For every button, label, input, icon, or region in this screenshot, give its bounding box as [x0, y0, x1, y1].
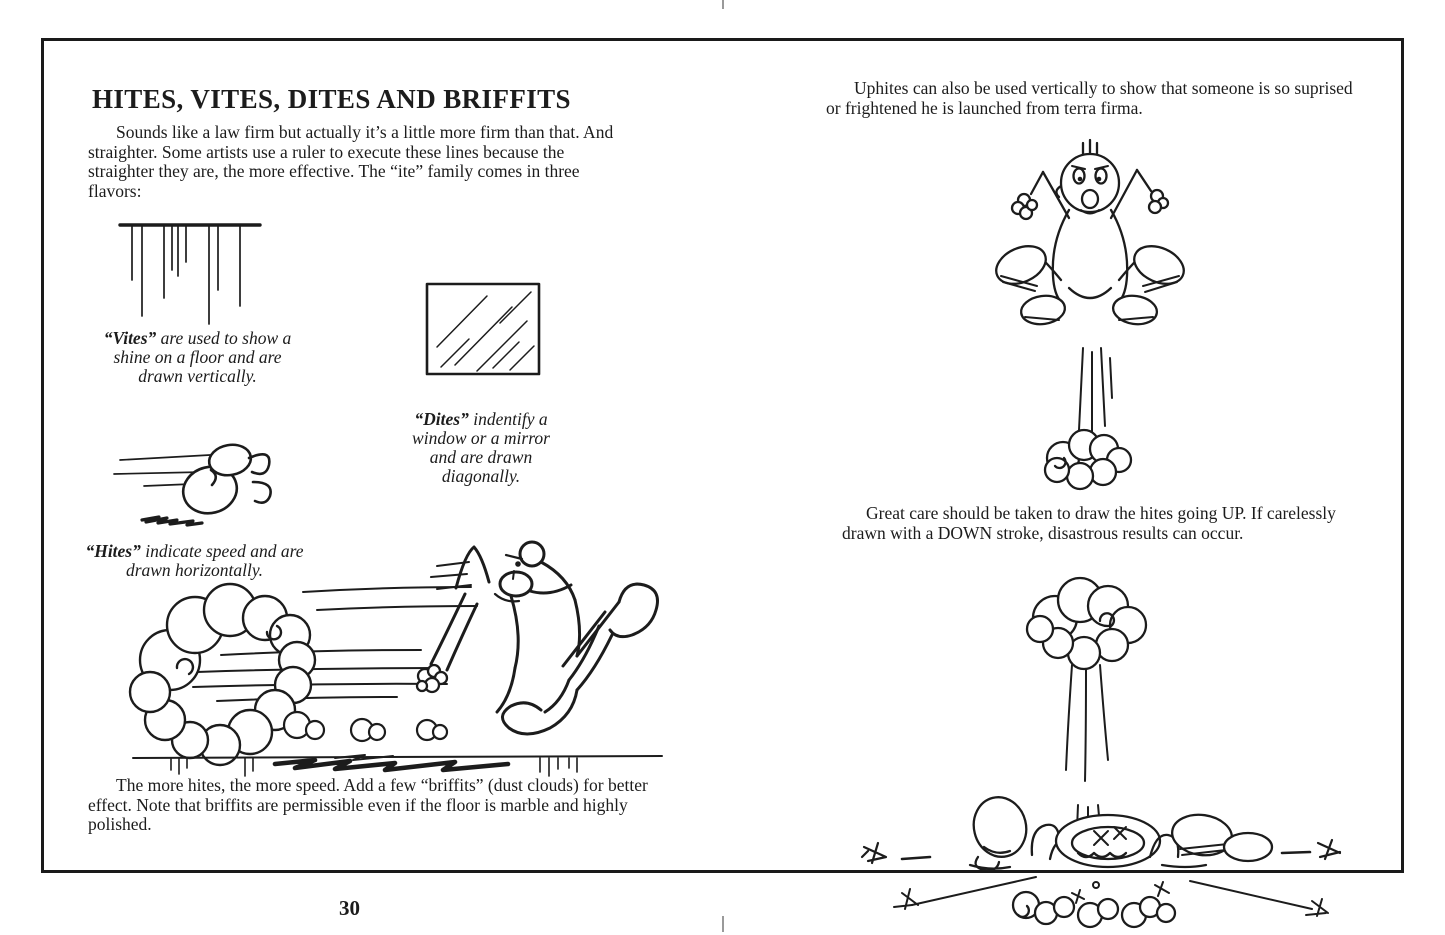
vites-caption-text: are used to show a shine on a floor and are drawn vertically.: [113, 328, 292, 386]
fold-mark-bottom: [722, 916, 724, 932]
care-note: Great care should be taken to draw the hites going UP. If carelessly drawn with a DOWN stroke, disastrous results can occur.: [842, 503, 1336, 543]
vites-caption: [100, 329, 295, 386]
hites-caption-text: indicate speed and are drawn horizontally.: [125, 541, 304, 580]
briffits-note: The more hites, the more speed. Add a few “briffits” (dust clouds) for better effect. Note that briffits are permissible even if the floor is marble and highly polished.: [88, 775, 648, 834]
dites-caption-text: indentify a window or a mirror and are drawn diagonally.: [412, 409, 550, 486]
running-scene-illustration: [125, 540, 670, 778]
launch-scene-illustration: [985, 136, 1205, 484]
hites-term: “Hites”: [85, 541, 141, 561]
dites-caption: [402, 410, 560, 486]
crash-scene-illustration: [850, 563, 1370, 933]
uphites-note: Uphites can also be used vertically to show that someone is so suprised or frightened he is launched from terra firma.: [826, 78, 1353, 118]
fold-mark-top: [722, 0, 724, 9]
page-number: 30: [339, 896, 360, 920]
vites-illustration: [108, 216, 278, 331]
dites-term: “Dites”: [414, 409, 469, 429]
intro-paragraph: Sounds like a law firm but actually it’s a little more firm than that. And straighter. Some artists use a ruler to execute these lines because the straighter they are, the more effective. The “ite” family comes in three flavors:: [88, 122, 614, 201]
hites-illustration: [110, 432, 295, 532]
dites-illustration: [424, 281, 546, 381]
page-title: HITES, VITES, DITES AND BRIFFITS: [92, 84, 571, 114]
vites-term: “Vites”: [103, 328, 157, 348]
